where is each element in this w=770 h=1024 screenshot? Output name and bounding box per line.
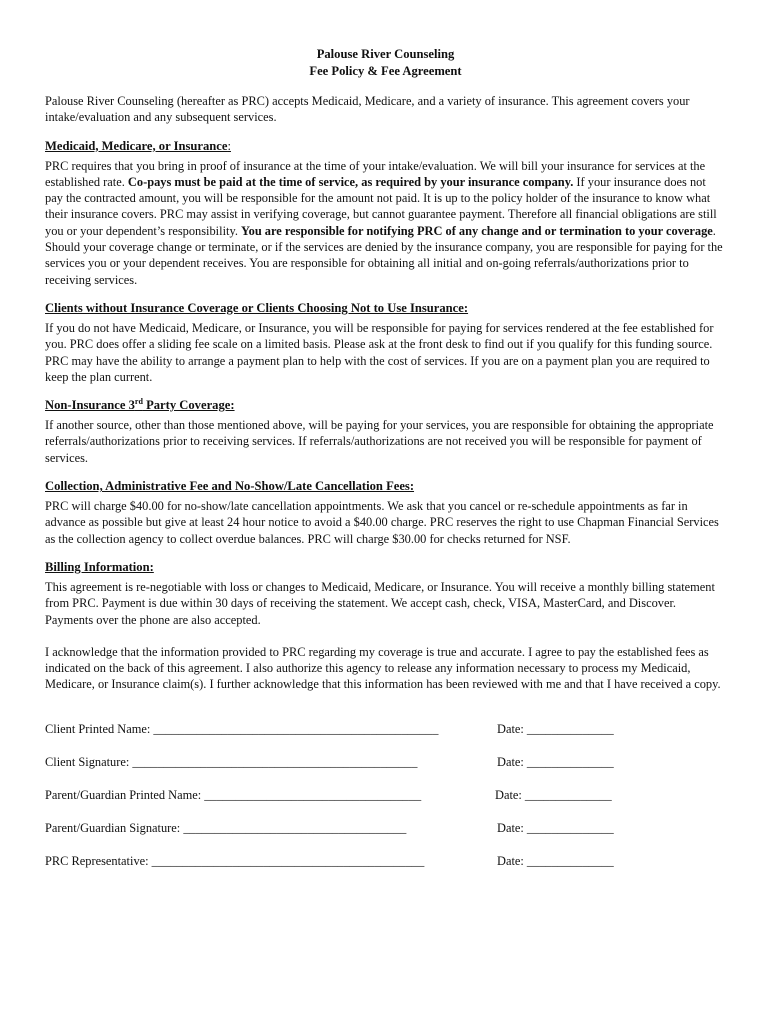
intro-paragraph: Palouse River Counseling (hereafter as PRC) accepts Medicaid, Medicare, and a variety of insurance. This agreement covers your intake/evaluation and any subsequent services. xyxy=(45,94,690,125)
section-heading-medicaid: Medicaid, Medicare, or Insurance: xyxy=(45,138,231,153)
client-signature-date-field[interactable]: Date: ______________ xyxy=(497,754,614,769)
guardian-signature-date-field[interactable]: Date: ______________ xyxy=(497,820,614,835)
guardian-printed-name-date-field[interactable]: Date: ______________ xyxy=(495,787,612,802)
guardian-signature-field[interactable]: Parent/Guardian Signature: ____________________________________ xyxy=(45,820,407,835)
section-heading-billing: Billing Information: xyxy=(45,559,154,574)
section-heading-fees: Collection, Administrative Fee and No-Show/Late Cancellation Fees: xyxy=(45,479,415,494)
section-third-party xyxy=(45,397,726,466)
client-printed-name-field[interactable]: Client Printed Name: ______________________________________________ xyxy=(45,721,439,736)
section-no-insurance xyxy=(45,300,726,385)
prc-representative-date-field[interactable]: Date: ______________ xyxy=(497,853,614,868)
client-printed-name-date-field[interactable]: Date: ______________ xyxy=(497,721,614,736)
signature-block xyxy=(45,721,726,886)
section-fees xyxy=(45,478,726,547)
section-body-medicaid: PRC requires that you bring in proof of insurance at the time of your intake/evaluation. We will bill your insurance for services at the established rate. Co-pays must be paid at the time of service, as required by your insurance company. If your insurance does not pay the contracted amount, you will be responsible for the amount not paid. It is up to the policy holder of the insurance to know what their insurance covers. PRC may assist in verifying coverage, but cannot guarantee payment. Therefore all financial obligations are still you or your dependent’s responsibility. You are responsible for notifying PRC of any change and or termination to your coverage. Should your coverage change or terminate, or if the services are denied by the insurance company, you are responsible for paying for the services you or your dependent receives. You are responsible for obtaining all initial and on-going referrals/authorizations prior to receiving services. xyxy=(45,158,723,287)
section-body-fees: PRC will charge $40.00 for no-show/late cancellation appointments. We ask that you cancel or re-schedule appointments as far in advance as possible but give at least 24 hour notice to avoid a $40.00 charge. PRC reserves the right to use Chapman Financial Services as the collection agency to collect overdue balances. PRC will charge $30.00 for checks returned for NSF. xyxy=(45,499,719,546)
signature-row-guardian-signature xyxy=(45,820,726,853)
section-billing xyxy=(45,559,726,628)
section-body-billing: This agreement is re-negotiable with loss or changes to Medicaid, Medicare, or Insurance. You will receive a monthly billing statement from PRC. Payment is due within 30 days of receiving the statement. We accept cash, check, VISA, MasterCard, and Discover. Payments over the phone are also accepted. xyxy=(45,579,715,627)
title-line-1: Palouse River Counseling xyxy=(316,47,455,61)
section-heading-no-insurance: Clients without Insurance Coverage or Clients Choosing Not to Use Insurance: xyxy=(45,300,469,315)
acknowledgement-paragraph: I acknowledge that the information provided to PRC regarding my coverage is true and accurate. I agree to pay the established fees as indicated on the back of this agreement. I also authorize this agency to release any information necessary to process my Medicaid, Medicare, or Insurance claim(s). I further acknowledge that this information has been reviewed with me and that I have received a copy. xyxy=(45,644,721,692)
signature-row-guardian-printed-name xyxy=(45,787,726,820)
section-medicaid xyxy=(45,138,726,288)
guardian-printed-name-field[interactable]: Parent/Guardian Printed Name: ___________________________________ xyxy=(45,787,422,802)
signature-row-client-printed-name xyxy=(45,721,726,754)
document-title xyxy=(45,46,726,80)
signature-row-client-signature xyxy=(45,754,726,787)
prc-representative-field[interactable]: PRC Representative: ____________________________________________ xyxy=(45,853,425,868)
section-heading-third-party: Non-Insurance 3rd Party Coverage: xyxy=(45,396,235,413)
signature-row-prc-representative xyxy=(45,853,726,886)
client-signature-field[interactable]: Client Signature: ______________________________________________ xyxy=(45,754,418,769)
title-line-2: Fee Policy & Fee Agreement xyxy=(309,64,462,78)
section-body-third-party: If another source, other than those mentioned above, will be paying for your services, you are responsible for obtaining the appropriate referrals/authorizations prior to receiving services. If referrals/authorizations are not received you will be responsible for payment of services. xyxy=(45,418,714,465)
section-body-no-insurance: If you do not have Medicaid, Medicare, or Insurance, you will be responsible for paying for services rendered at the fee established for you. PRC does offer a sliding fee scale on a limited basis. Please ask at the front desk to find out if you qualify for this funding source. PRC may have the ability to arrange a payment plan to help with the cost of services. If you are on a payment plan you are required to keep the plan current. xyxy=(45,320,714,384)
